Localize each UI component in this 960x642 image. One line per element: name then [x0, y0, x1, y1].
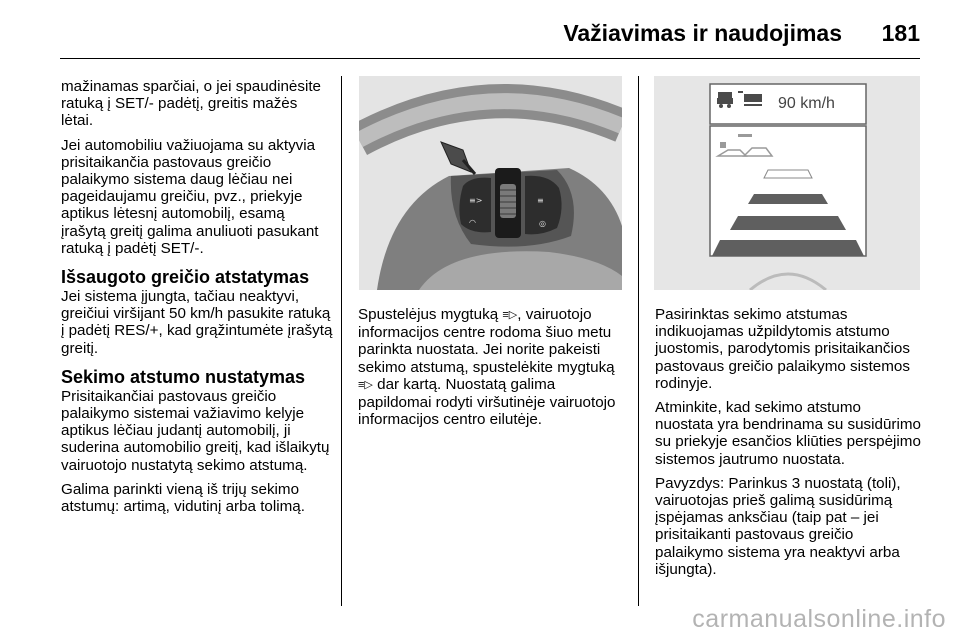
paragraph: Prisitaikančiai pastovaus greičio palaikymo sistemai važiavimo kelyje aptikus lėčiau judantį automobilį, ji suderina automobilio greitį, kad išlaikytų vairuotojo nustatytą sekimo atstumą. [61, 387, 330, 474]
paragraph: Jei sistema įjungta, tačiau neaktyvi, greičiui viršijant 50 km/h pasukite ratuką į padėtį RES/+, kad grąžintumėte įrašytą greitį. [61, 288, 333, 357]
text-column-3 [655, 306, 923, 585]
svg-text:≡>: ≡> [469, 196, 483, 205]
page-header [60, 14, 920, 54]
page-title: Važiavimas ir naudojimas [563, 20, 842, 46]
paragraph: Spustelėjus mygtuką ≡▷, vairuotojo informacijos centre rodoma šiuo metu parinkta nuostata. Jei norite pakeisti sekimo atstumą, spustelėkite mygtuką ≡▷ dar kartą. Nuostatą galima papildomai rodyti viršutinėje vairuotojo informacijos centro eilutėje. [358, 306, 616, 429]
column-divider-1 [341, 76, 342, 606]
watermark: carmanualsonline.info [692, 605, 946, 633]
acc-display-illustration [654, 76, 920, 290]
paragraph: Pasirinktas sekimo atstumas indikuojamas užpildytomis atstumo juostomis, parodytomis prisitaikančios pastovaus greičio palaikymo sistemos rodinyje. [655, 306, 910, 392]
section-heading: Sekimo atstumo nustatymas [61, 366, 306, 387]
column-divider-2 [638, 76, 639, 606]
paragraph: mažinamas sparčiai, o jei spaudinėsite ratuką į SET/- padėtį, greitis mažės lėtai. [61, 78, 322, 130]
svg-text:◠: ◠ [469, 218, 476, 227]
acc-display-figure [654, 76, 920, 290]
page-number: 181 [881, 20, 920, 46]
svg-text:◎: ◎ [539, 219, 546, 228]
steering-wheel-illustration [359, 76, 622, 290]
text-column-1 [61, 78, 333, 522]
section-heading: Išsaugoto greičio atstatymas [61, 267, 310, 288]
header-rule [60, 58, 920, 59]
svg-text:≡: ≡ [537, 196, 544, 205]
text-column-2 [358, 306, 622, 435]
paragraph: Galima parinkti vieną iš trijų sekimo atstumų: artimą, vidutinį arba tolimą. [61, 480, 305, 516]
paragraph: Pavyzdys: Parinkus 3 nuostatą (toli), vairuotojas prieš galimą susidūrimą įspėjamas anksčiau (taip pat – jei prisitaikanti pastovaus greičio palaikymo sistema yra neaktyvi arba išjungta). [655, 474, 901, 578]
follow-distance-icon: ≡▷ [502, 309, 518, 321]
paragraph: Atminkite, kad sekimo atstumo nuostata yra bendrinama su susidūrimo su priekyje esančios kliūties perspėjimo sistemos jautrumo nuostata. [655, 399, 921, 468]
follow-distance-icon: ≡▷ [358, 378, 373, 391]
display-speed-text: 90 km/h [778, 95, 835, 112]
steering-wheel-figure [359, 76, 622, 290]
paragraph: Jei automobiliu važiuojama su aktyvia prisitaikančia pastovaus greičio palaikymo sistema daug lėčiau nei pageidaujamu greičiu, pvz., priekyje aptikus lėtesnį automobilį, esamą įrašytą greitį galima anuliuoti pasukant ratuką į padėtį SET/-. [61, 136, 319, 257]
